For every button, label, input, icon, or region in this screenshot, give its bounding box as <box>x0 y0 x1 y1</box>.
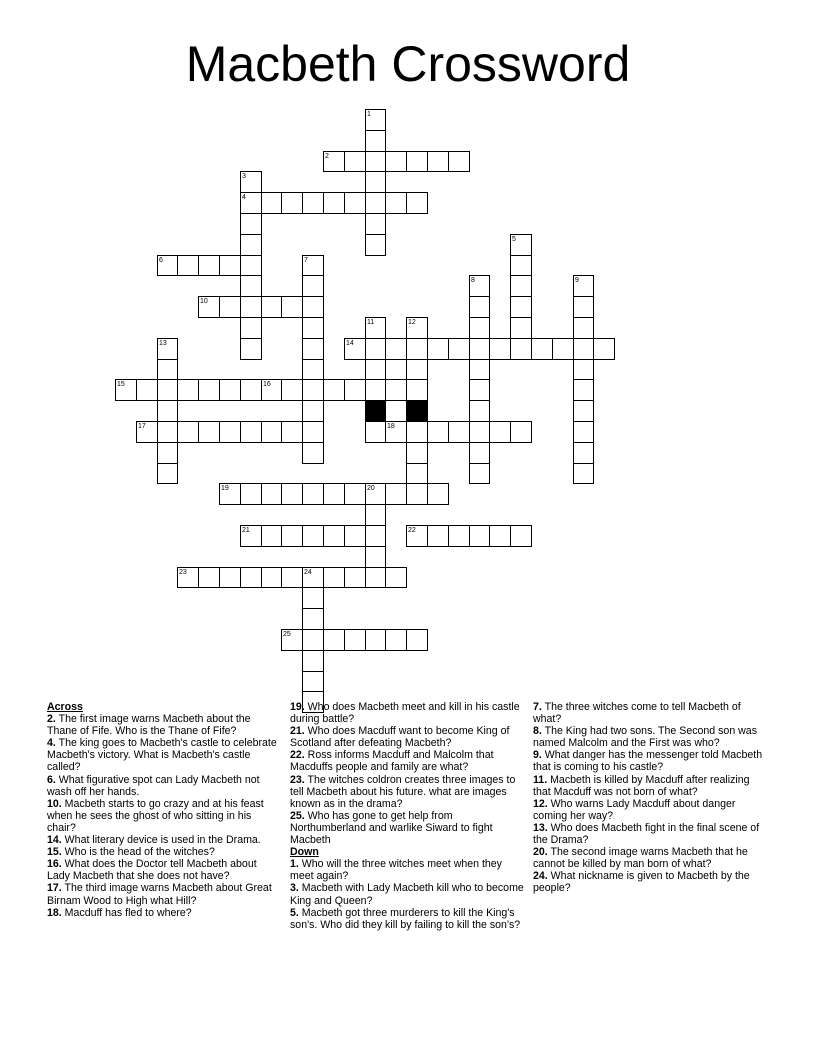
grid-cell[interactable] <box>302 296 324 318</box>
clue-text: The third image warns Macbeth about Great Birnam Wood to High what Hill? <box>47 882 272 907</box>
clue-text: What literary device is used in the Drama. <box>61 834 261 847</box>
across-clue <box>290 701 524 725</box>
grid-cell[interactable] <box>302 629 324 651</box>
clue-number-label: 20 <box>367 485 375 492</box>
grid-cell[interactable] <box>240 567 262 588</box>
down-clue <box>290 858 524 882</box>
grid-cell[interactable] <box>427 421 449 443</box>
grid-cell[interactable] <box>406 338 428 360</box>
grid-cell[interactable] <box>219 567 241 588</box>
grid-cell[interactable] <box>281 525 303 547</box>
grid-cell[interactable] <box>573 338 594 360</box>
down-clue <box>533 870 769 894</box>
grid-cell[interactable] <box>448 151 470 172</box>
clue-text: Macduff has fled to where? <box>61 906 192 919</box>
clue-number: 23. <box>290 773 305 786</box>
clue-number-label: 4 <box>242 194 246 201</box>
grid-cell[interactable] <box>281 379 303 401</box>
clue-number-label: 2 <box>325 153 329 160</box>
grid-cell[interactable] <box>573 317 594 339</box>
clue-number-label: 13 <box>159 340 167 347</box>
grid-cell[interactable] <box>157 359 178 380</box>
clue-number-label: 16 <box>263 381 271 388</box>
clue-number: 6. <box>47 773 56 786</box>
clue-text: Who warns Lady Macduff about danger coming her way? <box>533 797 736 822</box>
clue-number-label: 17 <box>138 423 146 430</box>
black-square <box>406 400 428 422</box>
clue-text: Macbeth is killed by Macduff after realizing that Macduff was not born of what? <box>533 773 750 798</box>
grid-cell[interactable] <box>344 567 366 588</box>
grid-cell[interactable] <box>365 359 386 380</box>
clue-text: Ross informs Macduff and Malcolm that Macduffs people and family are what? <box>290 749 494 774</box>
clue-number-label: 5 <box>512 236 516 243</box>
grid-cell[interactable] <box>573 463 594 484</box>
grid-cell[interactable] <box>240 421 262 443</box>
grid-cell[interactable] <box>365 629 386 651</box>
grid-cell[interactable] <box>427 338 449 360</box>
grid-cell[interactable] <box>302 400 324 422</box>
clue-number: 25. <box>290 809 305 822</box>
grid-cell[interactable] <box>469 525 490 547</box>
grid-cell[interactable] <box>136 379 158 401</box>
grid-cell[interactable] <box>281 192 303 214</box>
grid-cell[interactable] <box>469 442 490 464</box>
grid-cell[interactable] <box>365 504 386 526</box>
clue-text: What nickname is given to Macbeth by the people? <box>533 870 750 895</box>
down-clue <box>533 725 769 749</box>
clue-number: 18. <box>47 906 62 919</box>
grid-cell[interactable] <box>406 421 428 443</box>
clue-text: What danger has the messenger told Macbeth that is coming to his castle? <box>533 749 763 774</box>
grid-cell[interactable] <box>323 483 345 505</box>
grid-cell[interactable] <box>385 629 407 651</box>
grid-cell[interactable] <box>157 400 178 422</box>
grid-cell[interactable] <box>157 379 178 401</box>
grid-cell[interactable] <box>510 296 532 318</box>
clue-number: 24. <box>533 870 548 883</box>
clue-text: Who does Macbeth meet and kill in his castle during battle? <box>290 701 520 726</box>
down-clue <box>290 882 524 906</box>
grid-cell[interactable] <box>406 379 428 401</box>
across-clue <box>47 737 281 773</box>
clue-text: The three witches come to tell Macbeth of what? <box>533 701 741 726</box>
clue-number-label: 12 <box>408 319 416 326</box>
clue-text: Macbeth with Lady Macbeth kill who to become King and Queen? <box>290 882 524 907</box>
clue-text: Who has gone to get help from Northumberland and warlike Siward to fight Macbeth <box>290 809 493 847</box>
grid-cell[interactable] <box>573 400 594 422</box>
grid-cell[interactable] <box>406 359 428 380</box>
clue-text: The first image warns Macbeth about the Thane of Fife. Who is the Thane of Fife? <box>47 713 251 738</box>
down-clue <box>533 846 769 870</box>
clue-number: 10. <box>47 797 62 810</box>
down-clue <box>533 749 769 773</box>
grid-cell[interactable] <box>157 442 178 464</box>
grid-cell[interactable] <box>323 379 345 401</box>
clue-number: 5. <box>290 906 299 919</box>
clue-number: 21. <box>290 725 305 738</box>
grid-cell[interactable] <box>219 296 241 318</box>
clue-number: 3. <box>290 882 299 895</box>
clue-number-label: 25 <box>283 631 291 638</box>
clue-number: 19. <box>290 701 305 713</box>
grid-cell[interactable] <box>406 442 428 464</box>
grid-cell[interactable] <box>510 525 532 547</box>
grid-cell[interactable] <box>344 629 366 651</box>
black-square <box>365 400 386 422</box>
clue-number-label: 18 <box>387 423 395 430</box>
clue-number: 8. <box>533 725 542 738</box>
clue-number-label: 1 <box>367 111 371 118</box>
grid-cell[interactable] <box>323 525 345 547</box>
grid-cell[interactable] <box>261 421 282 443</box>
down-heading: Down <box>290 846 319 859</box>
grid-cell[interactable] <box>385 483 407 505</box>
grid-cell[interactable] <box>427 151 449 172</box>
grid-cell[interactable] <box>406 463 428 484</box>
clue-number-label: 24 <box>304 569 312 576</box>
grid-cell[interactable] <box>240 234 262 256</box>
grid-cell[interactable] <box>385 379 407 401</box>
grid-cell[interactable] <box>344 192 366 214</box>
clue-number: 9. <box>533 749 542 762</box>
across-clue <box>47 713 281 737</box>
clue-text: What does the Doctor tell Macbeth about Lady Macbeth that she does not have? <box>47 858 257 883</box>
clue-number: 17. <box>47 882 62 895</box>
clue-text: The second image warns Macbeth that he cannot be killed by man born of what? <box>533 846 748 871</box>
grid-cell[interactable] <box>177 379 199 401</box>
clue-number-label: 19 <box>221 485 229 492</box>
grid-cell[interactable] <box>302 483 324 505</box>
grid-cell[interactable] <box>489 338 511 360</box>
grid-cell[interactable] <box>177 255 199 276</box>
grid-cell[interactable] <box>323 192 345 214</box>
grid-cell[interactable] <box>344 525 366 547</box>
down-clue <box>533 701 769 725</box>
grid-cell[interactable] <box>302 587 324 609</box>
clue-text: Macbeth got three murderers to kill the King's son's. Who did they kill by failing to kill the son's? <box>290 906 521 931</box>
grid-cell[interactable] <box>344 483 366 505</box>
down-clue <box>533 774 769 798</box>
clue-text: What figurative spot can Lady Macbeth not wash off her hands. <box>47 773 260 798</box>
grid-cell[interactable] <box>198 421 220 443</box>
grid-cell[interactable] <box>469 338 490 360</box>
grid-cell[interactable] <box>302 317 324 339</box>
grid-cell[interactable] <box>302 671 324 692</box>
grid-cell[interactable] <box>365 525 386 547</box>
clue-text: Who does Macbeth fight in the final scene of the Drama? <box>533 821 760 847</box>
grid-cell[interactable] <box>573 421 594 443</box>
across-clue <box>290 725 524 749</box>
grid-cell[interactable] <box>240 296 262 318</box>
clue-text: Who is the head of the witches? <box>61 846 215 859</box>
grid-cell[interactable] <box>365 379 386 401</box>
clue-number: 16. <box>47 858 62 871</box>
grid-cell[interactable] <box>427 483 449 505</box>
grid-cell[interactable] <box>469 317 490 339</box>
grid-cell[interactable] <box>573 379 594 401</box>
page-title: Macbeth Crossword <box>185 36 631 92</box>
clue-number-label: 15 <box>117 381 125 388</box>
grid-cell[interactable] <box>240 379 262 401</box>
grid-cell[interactable] <box>448 421 470 443</box>
across-clue <box>47 798 281 834</box>
grid-cell[interactable] <box>157 463 178 484</box>
grid-cell[interactable] <box>406 192 428 214</box>
clue-number: 13. <box>533 821 548 834</box>
grid-cell[interactable] <box>573 296 594 318</box>
across-heading: Across <box>47 701 83 713</box>
grid-cell[interactable] <box>281 483 303 505</box>
across-clue <box>290 810 524 846</box>
grid-cell[interactable] <box>406 629 428 651</box>
grid-cell[interactable] <box>219 379 241 401</box>
grid-cell[interactable] <box>510 255 532 276</box>
clue-number-label: 3 <box>242 173 246 180</box>
clue-text: Macbeth starts to go crazy and at his feast when he sees the ghost of who sitting in his chair? <box>47 797 264 834</box>
clue-column-3 <box>533 701 769 895</box>
clue-number-label: 6 <box>159 257 163 264</box>
grid-cell[interactable] <box>302 192 324 214</box>
grid-cell[interactable] <box>261 483 282 505</box>
down-clue <box>533 822 769 846</box>
grid-cell[interactable] <box>593 338 615 360</box>
clue-number-label: 9 <box>575 277 579 284</box>
grid-cell[interactable] <box>261 525 282 547</box>
grid-cell[interactable] <box>323 629 345 651</box>
grid-cell[interactable] <box>489 525 511 547</box>
grid-cell[interactable] <box>281 421 303 443</box>
grid-cell[interactable] <box>385 338 407 360</box>
grid-cell[interactable] <box>552 338 574 360</box>
grid-cell[interactable] <box>365 546 386 568</box>
grid-cell[interactable] <box>177 421 199 443</box>
grid-cell[interactable] <box>510 421 532 443</box>
grid-cell[interactable] <box>240 213 262 235</box>
clue-number-label: 11 <box>367 319 375 326</box>
grid-cell[interactable] <box>344 151 366 172</box>
grid-cell[interactable] <box>489 421 511 443</box>
grid-cell[interactable] <box>261 296 282 318</box>
clue-number: 4. <box>47 737 56 750</box>
clue-number-label: 7 <box>304 257 308 264</box>
grid-cell[interactable] <box>281 567 303 588</box>
clue-column-1 <box>47 701 281 919</box>
grid-cell[interactable] <box>573 442 594 464</box>
grid-cell[interactable] <box>302 442 324 464</box>
grid-cell[interactable] <box>365 213 386 235</box>
clue-number: 14. <box>47 834 62 847</box>
grid-cell[interactable] <box>365 567 386 588</box>
grid-cell[interactable] <box>365 130 386 152</box>
grid-cell[interactable] <box>406 483 428 505</box>
clue-number: 22. <box>290 749 305 762</box>
grid-cell[interactable] <box>261 567 282 588</box>
grid-cell[interactable] <box>281 296 303 318</box>
grid-cell[interactable] <box>469 421 490 443</box>
grid-cell[interactable] <box>198 255 220 276</box>
grid-cell[interactable] <box>198 379 220 401</box>
grid-cell[interactable] <box>365 151 386 172</box>
grid-cell[interactable] <box>406 151 428 172</box>
grid-cell[interactable] <box>323 567 345 588</box>
across-clue <box>47 774 281 798</box>
grid-cell[interactable] <box>261 192 282 214</box>
clue-number: 20. <box>533 846 548 859</box>
grid-cell[interactable] <box>448 525 470 547</box>
clue-number: 11. <box>533 773 548 786</box>
grid-cell[interactable] <box>302 608 324 630</box>
grid-cell[interactable] <box>365 234 386 256</box>
grid-cell[interactable] <box>385 192 407 214</box>
grid-cell[interactable] <box>302 338 324 360</box>
grid-cell[interactable] <box>448 338 470 360</box>
clue-text: The King had two sons. The Second son was named Malcolm and the First was who? <box>533 725 757 750</box>
grid-cell[interactable] <box>365 338 386 360</box>
clue-number-label: 21 <box>242 527 250 534</box>
clue-number-label: 8 <box>471 277 475 284</box>
across-clue <box>47 882 281 906</box>
down-clue <box>533 798 769 822</box>
grid-cell[interactable] <box>240 483 262 505</box>
grid-cell[interactable] <box>469 400 490 422</box>
clue-column-2 <box>290 701 524 931</box>
grid-cell[interactable] <box>573 359 594 380</box>
grid-cell[interactable] <box>469 379 490 401</box>
grid-cell[interactable] <box>240 275 262 297</box>
grid-cell[interactable] <box>385 151 407 172</box>
clue-number-label: 23 <box>179 569 187 576</box>
clue-number-label: 22 <box>408 527 416 534</box>
across-clue <box>47 907 281 919</box>
clue-text: Who does Macduff want to become King of Scotland after defeating Macbeth? <box>290 725 510 750</box>
grid-cell[interactable] <box>510 275 532 297</box>
across-clue <box>47 858 281 882</box>
clue-number-label: 14 <box>346 340 354 347</box>
grid-cell[interactable] <box>531 338 553 360</box>
grid-cell[interactable] <box>198 567 220 588</box>
down-clue <box>290 907 524 931</box>
across-clue <box>290 774 524 810</box>
clue-number: 7. <box>533 701 542 713</box>
grid-cell[interactable] <box>219 421 241 443</box>
grid-cell[interactable] <box>302 525 324 547</box>
grid-cell[interactable] <box>469 359 490 380</box>
across-clue <box>290 749 524 773</box>
grid-cell[interactable] <box>240 317 262 339</box>
clue-number: 1. <box>290 858 299 871</box>
grid-cell[interactable] <box>302 359 324 380</box>
grid-cell[interactable] <box>302 421 324 443</box>
grid-cell[interactable] <box>240 255 262 276</box>
clue-text: Who will the three witches meet when they meet again? <box>290 858 502 883</box>
grid-cell[interactable] <box>510 338 532 360</box>
clue-text: The witches coldron creates three images to tell Macbeth about his future. what are images known as in the drama? <box>290 773 516 810</box>
grid-cell[interactable] <box>469 296 490 318</box>
grid-cell[interactable] <box>344 379 366 401</box>
clue-number-label: 10 <box>200 298 208 305</box>
grid-cell[interactable] <box>469 463 490 484</box>
grid-cell[interactable] <box>157 421 178 443</box>
across-clue <box>47 846 281 858</box>
grid-cell[interactable] <box>302 650 324 672</box>
clue-number: 15. <box>47 846 62 859</box>
grid-cell[interactable] <box>365 171 386 193</box>
grid-cell[interactable] <box>240 338 262 360</box>
grid-cell[interactable] <box>427 525 449 547</box>
clue-number: 2. <box>47 713 56 726</box>
clue-number: 12. <box>533 797 548 810</box>
grid-cell[interactable] <box>302 275 324 297</box>
clue-text: The king goes to Macbeth's castle to celebrate Macbeth's victory. What is Macbeth's castle called? <box>47 737 277 774</box>
grid-cell[interactable] <box>219 255 241 276</box>
grid-cell[interactable] <box>385 567 407 588</box>
grid-cell[interactable] <box>365 421 386 443</box>
grid-cell[interactable] <box>302 379 324 401</box>
grid-cell[interactable] <box>510 317 532 339</box>
grid-cell[interactable] <box>365 192 386 214</box>
across-clue <box>47 834 281 846</box>
